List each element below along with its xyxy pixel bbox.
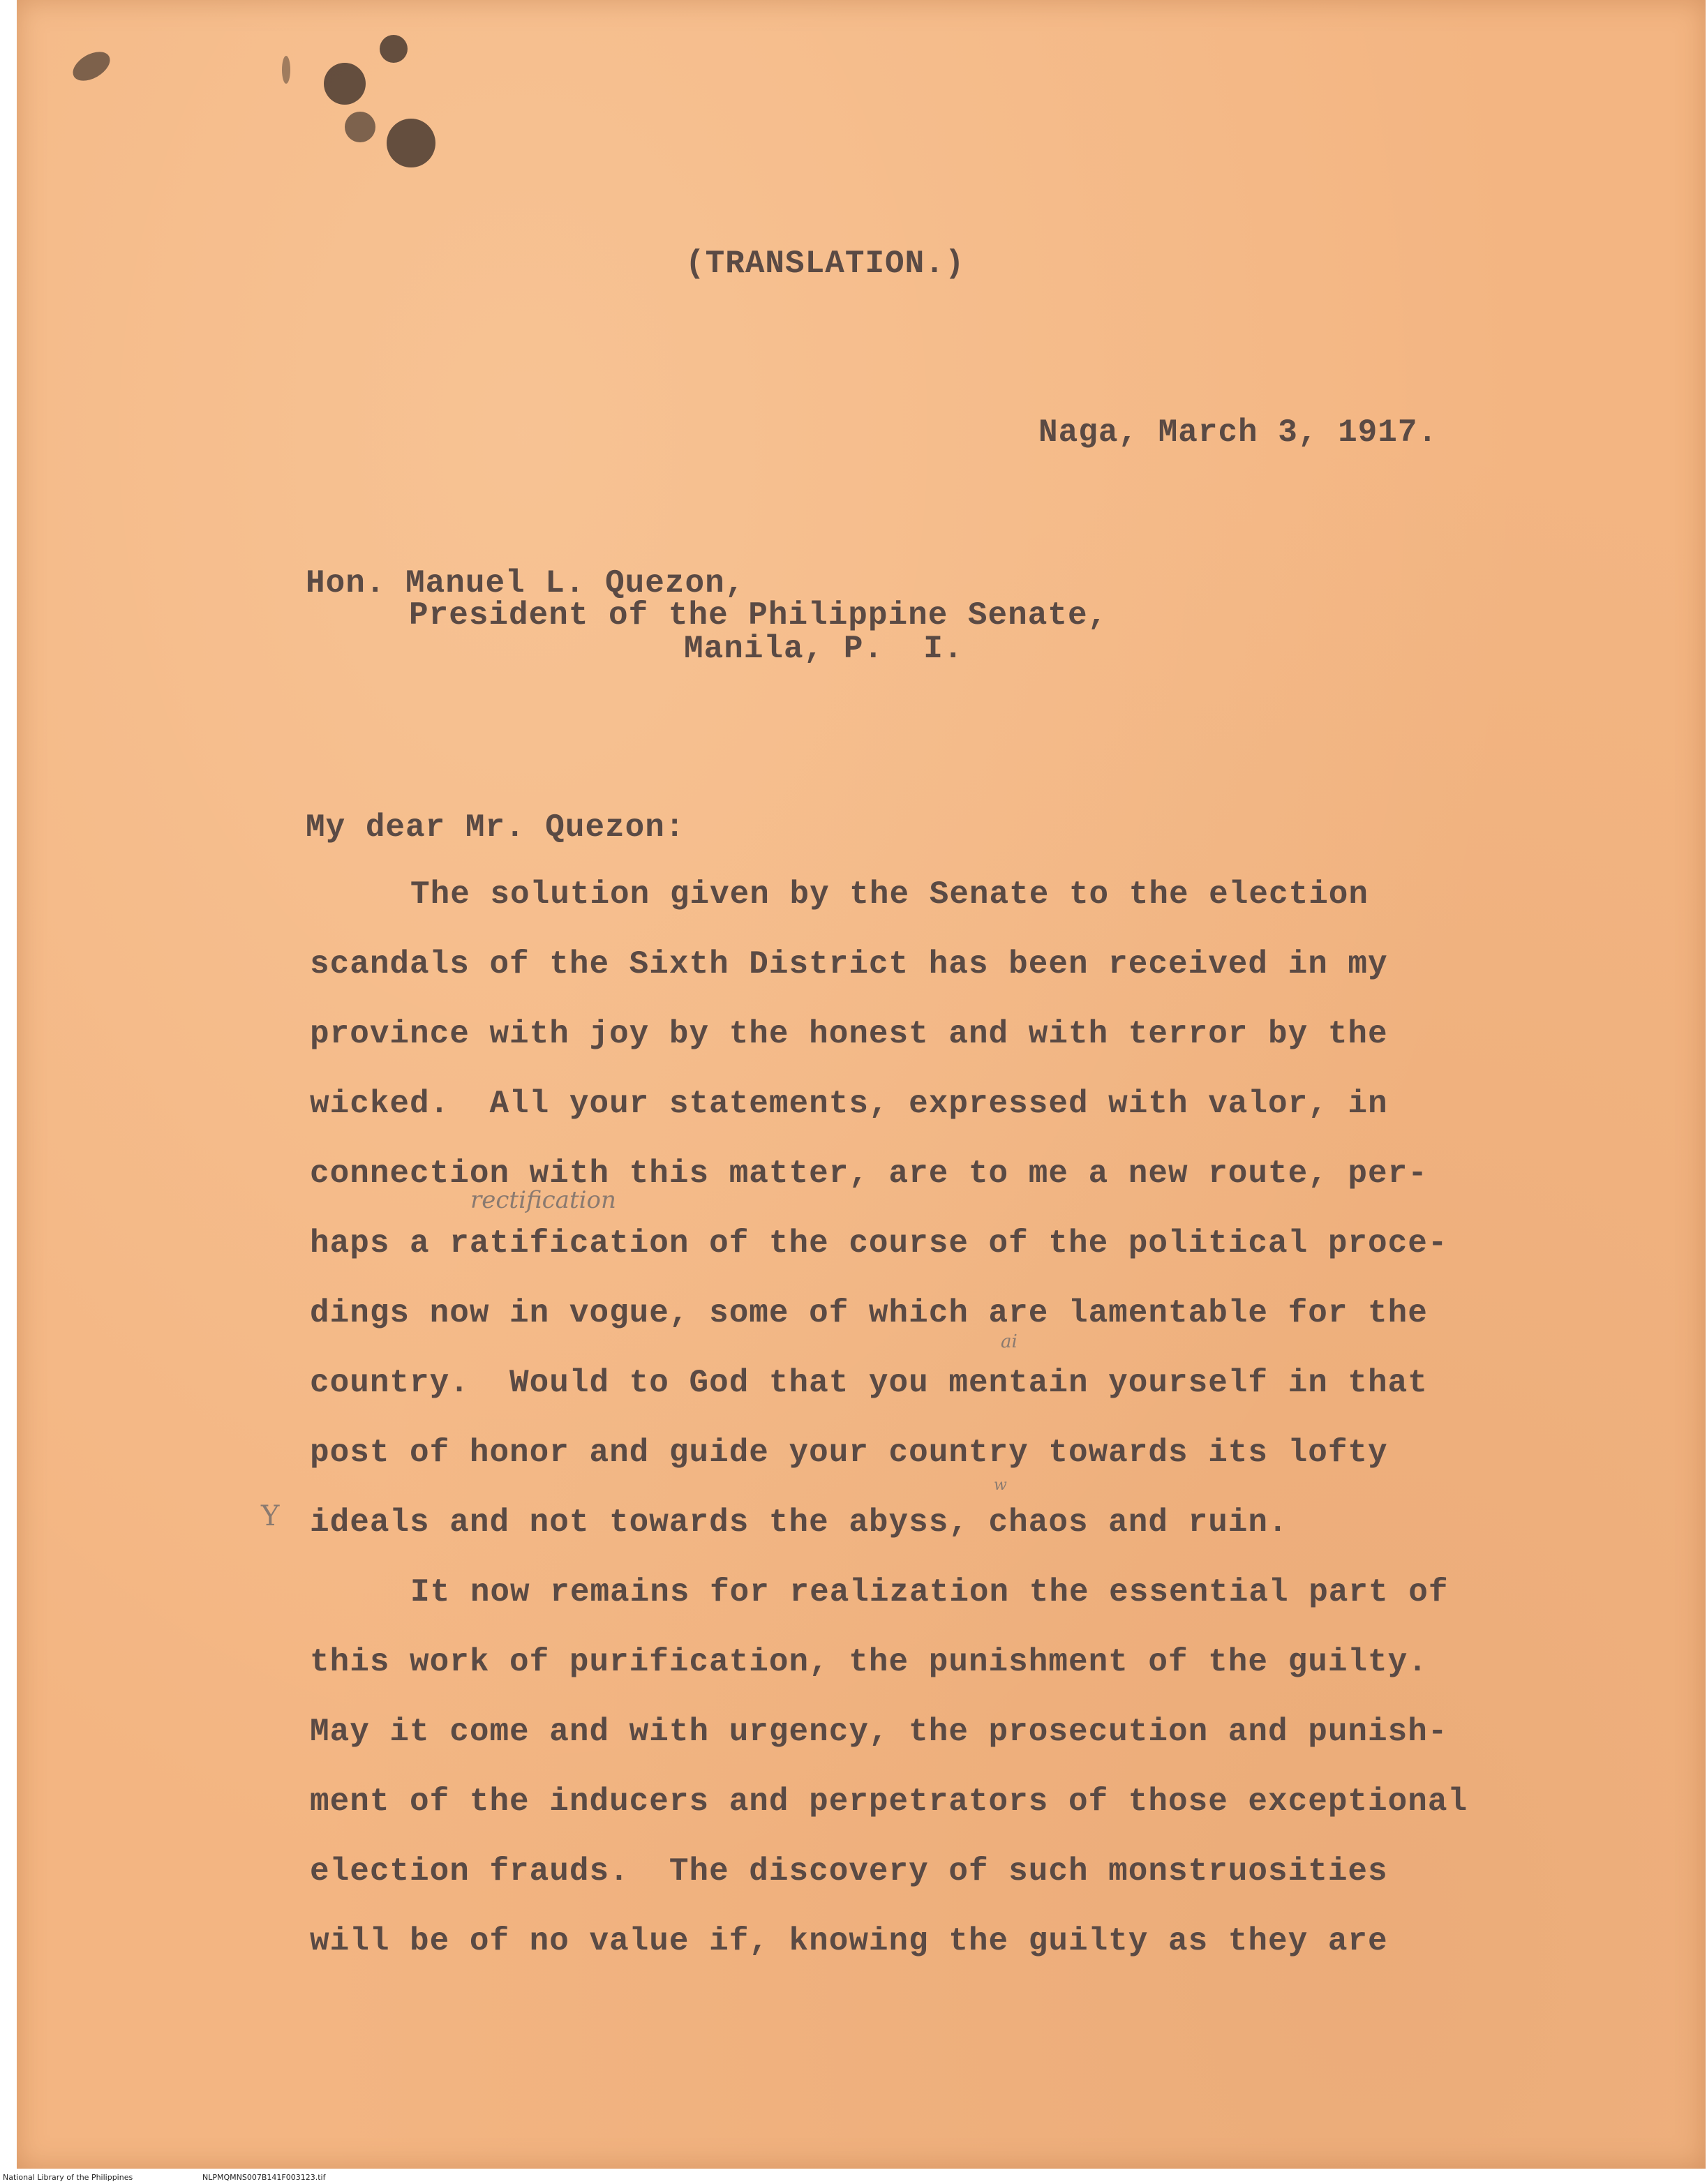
date-line: Naga, March 3, 1917. bbox=[1038, 414, 1438, 451]
handwritten-correction: ai bbox=[1001, 1331, 1018, 1352]
recipient-name: Hon. Manuel L. Quezon, bbox=[306, 565, 745, 601]
letter-page bbox=[17, 0, 1706, 2169]
ink-stain bbox=[387, 119, 435, 167]
footer-file-id: NLPMQMNS007B141F003123.tif bbox=[202, 2173, 326, 2182]
body-line: The solution given by the Senate to the election bbox=[410, 876, 1369, 913]
body-line: ment of the inducers and perpetrators of those exceptional bbox=[310, 1783, 1468, 1820]
handwritten-margin-mark: Y bbox=[261, 1500, 280, 1532]
body-line: May it come and with urgency, the prosecution and punish- bbox=[310, 1714, 1448, 1750]
body-line: this work of purification, the punishment of the guilty. bbox=[310, 1644, 1428, 1680]
ink-stain bbox=[68, 46, 114, 87]
handwritten-correction: w bbox=[994, 1476, 1007, 1494]
body-line: wicked. All your statements, expressed with valor, in bbox=[310, 1086, 1388, 1122]
handwritten-correction: rectification bbox=[470, 1186, 616, 1214]
salutation: My dear Mr. Quezon: bbox=[306, 809, 685, 846]
ink-stain bbox=[282, 56, 290, 84]
recipient-location: Manila, P. I. bbox=[684, 631, 964, 667]
body-line: dings now in vogue, some of which are lamentable for the bbox=[310, 1295, 1428, 1331]
body-line: It now remains for realization the essential part of bbox=[410, 1574, 1449, 1610]
body-line: country. Would to God that you mentain yourself in that bbox=[310, 1365, 1428, 1401]
body-line: election frauds. The discovery of such monstruosities bbox=[310, 1853, 1388, 1890]
ink-stain bbox=[324, 63, 366, 105]
body-line: will be of no value if, knowing the guilty as they are bbox=[310, 1923, 1388, 1959]
body-line: ideals and not towards the abyss, chaos and ruin. bbox=[310, 1504, 1288, 1541]
body-line: post of honor and guide your country towards its lofty bbox=[310, 1435, 1388, 1471]
body-line: haps a ratification of the course of the political proce- bbox=[310, 1225, 1448, 1262]
body-line: scandals of the Sixth District has been received in my bbox=[310, 946, 1388, 982]
ink-stain bbox=[380, 35, 408, 63]
translation-label: (TRANSLATION.) bbox=[685, 246, 965, 282]
body-line: connection with this matter, are to me a new route, per- bbox=[310, 1155, 1428, 1192]
ink-stain bbox=[345, 112, 375, 142]
recipient-title: President of the Philippine Senate, bbox=[409, 597, 1108, 634]
footer-library: National Library of the Philippines bbox=[3, 2173, 133, 2182]
body-line: province with joy by the honest and with terror by the bbox=[310, 1016, 1388, 1052]
